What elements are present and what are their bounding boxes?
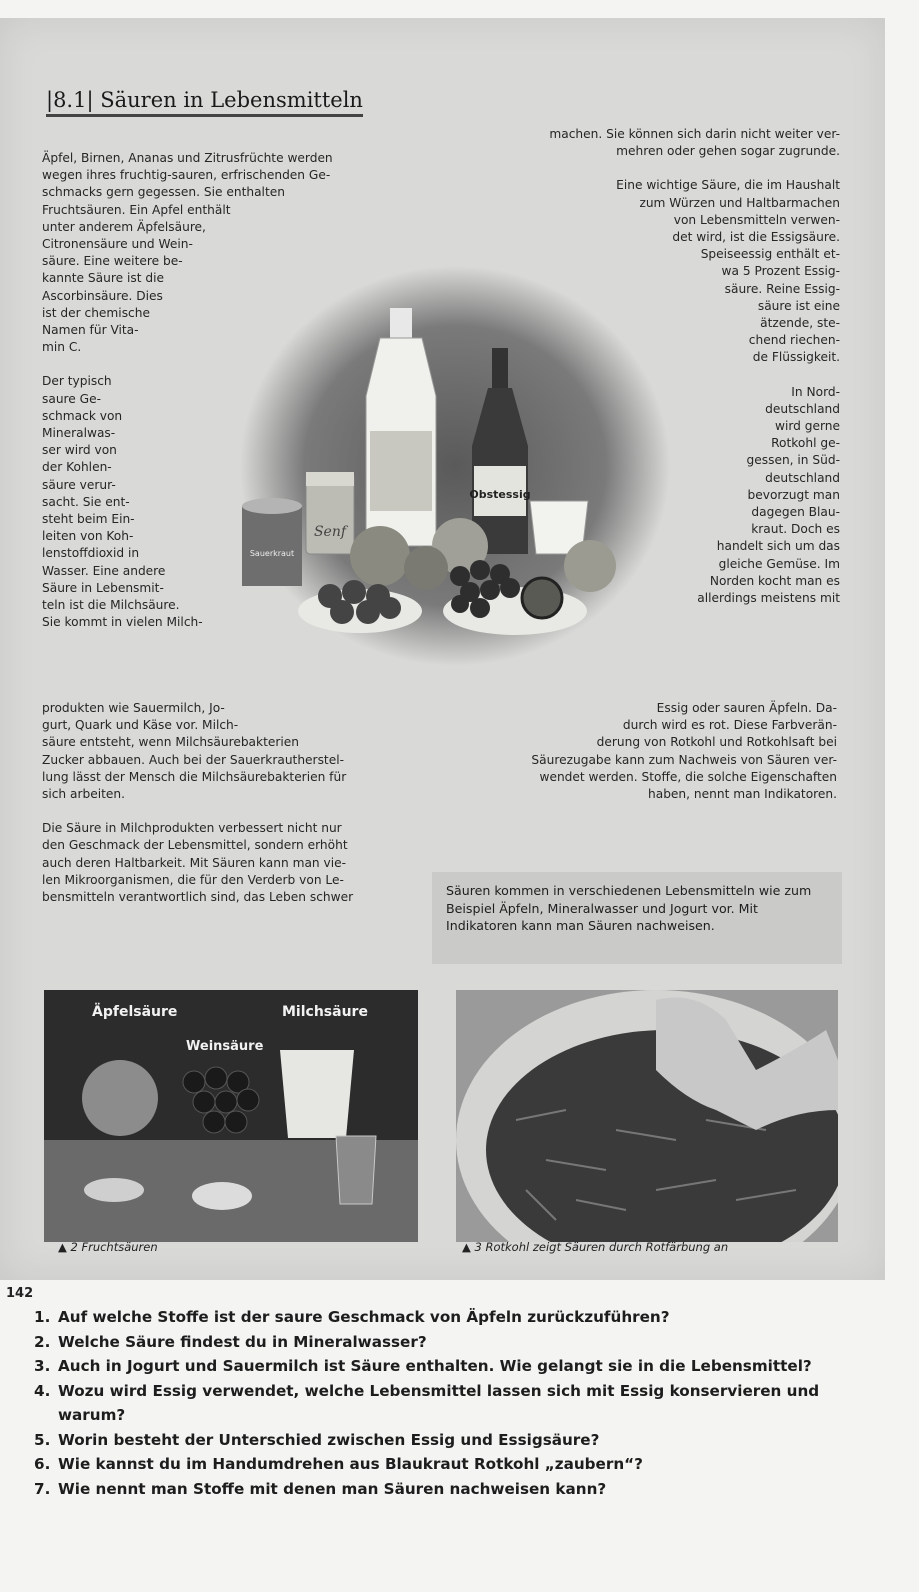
acid-dish-2 <box>192 1182 252 1210</box>
text-line: zum Würzen und Haltbarmachen <box>639 195 840 210</box>
question-number: 3. <box>34 1357 51 1375</box>
text-line: In Nord- <box>791 384 840 399</box>
photo2-caption: ▲ 3 Rotkohl zeigt Säuren durch Rotfärbung an <box>462 1240 729 1254</box>
question-text: Auch in Jogurt und Sauermilch ist Säure enthalten. Wie gelangt sie in die Lebensmittel? <box>58 1357 812 1375</box>
text-line: unter anderem Äpfelsäure, <box>42 219 206 234</box>
question-text: Worin besteht der Unterschied zwischen Essig und Essigsäure? <box>58 1430 600 1449</box>
intro-left-column <box>42 150 432 631</box>
photo1-caption: ▲ 2 Fruchtsäuren <box>58 1240 158 1254</box>
text-line: den Geschmack der Lebensmittel, sondern erhöht <box>42 838 348 853</box>
text-line: ser wird von <box>42 443 117 458</box>
question-item <box>34 1305 884 1330</box>
intro-right-column <box>440 126 840 607</box>
text-line: machen. Sie können sich darin nicht weiter ver- <box>549 127 840 141</box>
question-number: 7. <box>34 1479 51 1498</box>
question-text: Wie nennt man Stoffe mit denen man Säuren nachweisen kann? <box>58 1479 607 1498</box>
page-number: 142 <box>6 1286 34 1301</box>
question-item <box>34 1477 884 1502</box>
empty-glass <box>336 1136 376 1204</box>
apple <box>82 1060 158 1136</box>
sauerkraut-label: Sauerkraut <box>249 549 295 558</box>
question-number: 5. <box>34 1430 51 1449</box>
text-line: Essig oder sauren Äpfeln. Da- <box>656 701 837 715</box>
obstessig-label: Obstessig <box>469 488 531 501</box>
text-line: bevorzugt man <box>747 487 840 502</box>
text-line: kannte Säure ist die <box>42 271 164 286</box>
text-line: Säurezugabe kann zum Nachweis von Säuren ver- <box>531 752 837 767</box>
text-line: Sie kommt in vielen Milch- <box>42 615 203 630</box>
text-line: steht beim Ein- <box>42 512 135 527</box>
text-line: len Mikroorganismen, die für den Verderb von Le- <box>42 872 344 887</box>
text-line <box>42 803 422 820</box>
text-line: wa 5 Prozent Essig- <box>721 264 840 279</box>
text-line: säure. Eine weitere be- <box>42 254 183 269</box>
question-number: 1. <box>34 1308 51 1326</box>
label-aepfelsaeure: Äpfelsäure <box>92 1004 178 1020</box>
text-line: schmacks gern gegessen. Sie enthalten <box>42 185 285 200</box>
text-line: wegen ihres fruchtig-sauren, erfrischenden Ge- <box>42 168 331 183</box>
question-list <box>34 1305 884 1501</box>
text-line: leiten von Koh- <box>42 529 134 544</box>
text-line: wird gerne <box>774 419 840 434</box>
text-line: min C. <box>42 340 82 355</box>
text-line: handelt sich um das <box>716 539 840 554</box>
question-number: 6. <box>34 1455 51 1473</box>
text-line: Der typisch <box>42 374 112 389</box>
text-line <box>440 160 840 177</box>
text-line: säure entsteht, wenn Milchsäurebakterien <box>42 735 299 750</box>
text-line: Namen für Vita- <box>42 323 139 338</box>
text-line: de Flüssigkeit. <box>752 350 840 365</box>
text-line: bensmitteln verantwortlich sind, das Leben schwer <box>42 890 354 905</box>
fruchtsaeuren-photo <box>44 990 418 1242</box>
text-line: säure ist eine <box>757 298 840 313</box>
label-milchsaeure: Milchsäure <box>282 1004 368 1020</box>
text-line: gessen, in Süd- <box>746 453 840 468</box>
text-line: lung lässt der Mensch die Milchsäurebakterien für <box>42 769 347 784</box>
text-line: Fruchtsäuren. Ein Apfel enthält <box>42 202 231 217</box>
text-line: det wird, ist die Essigsäure. <box>672 230 840 245</box>
text-line: Ascorbinsäure. Dies <box>42 288 163 303</box>
text-line: von Lebensmitteln verwen- <box>673 212 840 227</box>
text-line: durch wird es rot. Diese Farbverän- <box>622 718 837 733</box>
milk-glass <box>280 1050 354 1138</box>
lower-right-text <box>465 700 837 803</box>
text-line: ist der chemische <box>42 305 150 320</box>
text-line: Mineralwas- <box>42 426 116 441</box>
text-line: Zucker abbauen. Auch bei der Sauerkrautherstel- <box>42 752 344 767</box>
text-line: chend riechen- <box>748 333 840 348</box>
summary-box: Säuren kommen in verschiedenen Lebensmitteln wie zum Beispiel Äpfeln, Mineralwasser und Jogurt vor. Mit Indikatoren kann man Säuren nachweisen. <box>432 872 842 964</box>
text-line: sich arbeiten. <box>42 787 126 802</box>
text-line: dagegen Blau- <box>751 505 840 520</box>
text-line: der Kohlen- <box>42 460 112 475</box>
text-line: haben, nennt man Indikatoren. <box>648 787 837 802</box>
question-text: Wozu wird Essig verwendet, welche Lebensmittel lassen sich mit Essig konservieren und warum? <box>58 1381 820 1424</box>
text-line: Speiseessig enthält et- <box>700 247 840 262</box>
text-line: kraut. Doch es <box>751 522 840 537</box>
question-text: Welche Säure findest du in Mineralwasser? <box>58 1332 427 1351</box>
question-item <box>34 1330 884 1355</box>
question-text: Auf welche Stoffe ist der saure Geschmack von Äpfeln zurückzuführen? <box>58 1308 670 1326</box>
page-title: |8.1| Säuren in Lebensmitteln <box>46 88 363 117</box>
text-line: Die Säure in Milchprodukten verbessert nicht nur <box>42 821 342 836</box>
text-line: schmack von <box>42 408 123 423</box>
text-line: sacht. Sie ent- <box>42 494 130 509</box>
text-line: Säure in Lebensmit- <box>42 580 164 595</box>
question-item <box>34 1452 884 1477</box>
text-line: saure Ge- <box>42 391 101 406</box>
question-item <box>34 1379 884 1428</box>
text-line: säure verur- <box>42 477 116 492</box>
label-weinsaeure: Weinsäure <box>186 1039 264 1054</box>
question-item <box>34 1354 884 1379</box>
acid-dish-1 <box>84 1178 144 1202</box>
text-line: gleiche Gemüse. Im <box>718 556 840 571</box>
text-line: Citronensäure und Wein- <box>42 237 193 252</box>
question-item <box>34 1428 884 1453</box>
text-line: produkten wie Sauermilch, Jo- <box>42 701 225 715</box>
text-line: ätzende, ste- <box>760 316 840 331</box>
question-number: 2. <box>34 1332 51 1351</box>
text-line: Rotkohl ge- <box>771 436 840 451</box>
text-line <box>440 367 840 384</box>
question-text: Wie kannst du im Handumdrehen aus Blaukraut Rotkohl „zaubern“? <box>58 1455 643 1473</box>
rotkohl-photo <box>456 990 838 1242</box>
text-line: allerdings meistens mit <box>697 591 840 606</box>
senf-label: Senf <box>313 524 347 540</box>
text-line: gurt, Quark und Käse vor. Milch- <box>42 718 239 733</box>
text-line: Äpfel, Birnen, Ananas und Zitrusfrüchte werden <box>42 151 333 165</box>
text-line: derung von Rotkohl und Rotkohlsaft bei <box>596 735 837 750</box>
text-line <box>42 356 432 373</box>
text-line: säure. Reine Essig- <box>724 281 840 296</box>
text-line: teln ist die Milchsäure. <box>42 598 180 613</box>
text-line: Eine wichtige Säure, die im Haushalt <box>616 178 840 193</box>
text-line: auch deren Haltbarkeit. Mit Säuren kann man vie- <box>42 855 347 870</box>
text-line: lenstoffdioxid in <box>42 546 140 561</box>
question-number: 4. <box>34 1381 51 1400</box>
lower-left-text <box>42 700 422 906</box>
text-line: Norden kocht man es <box>709 573 840 588</box>
text-line: Wasser. Eine andere <box>42 563 166 578</box>
text-line: wendet werden. Stoffe, die solche Eigenschaften <box>539 769 837 784</box>
text-line: deutschland <box>765 401 840 416</box>
text-line: deutschland <box>765 470 840 485</box>
textbook-page <box>0 18 885 1301</box>
text-line: mehren oder gehen sogar zugrunde. <box>616 144 840 159</box>
